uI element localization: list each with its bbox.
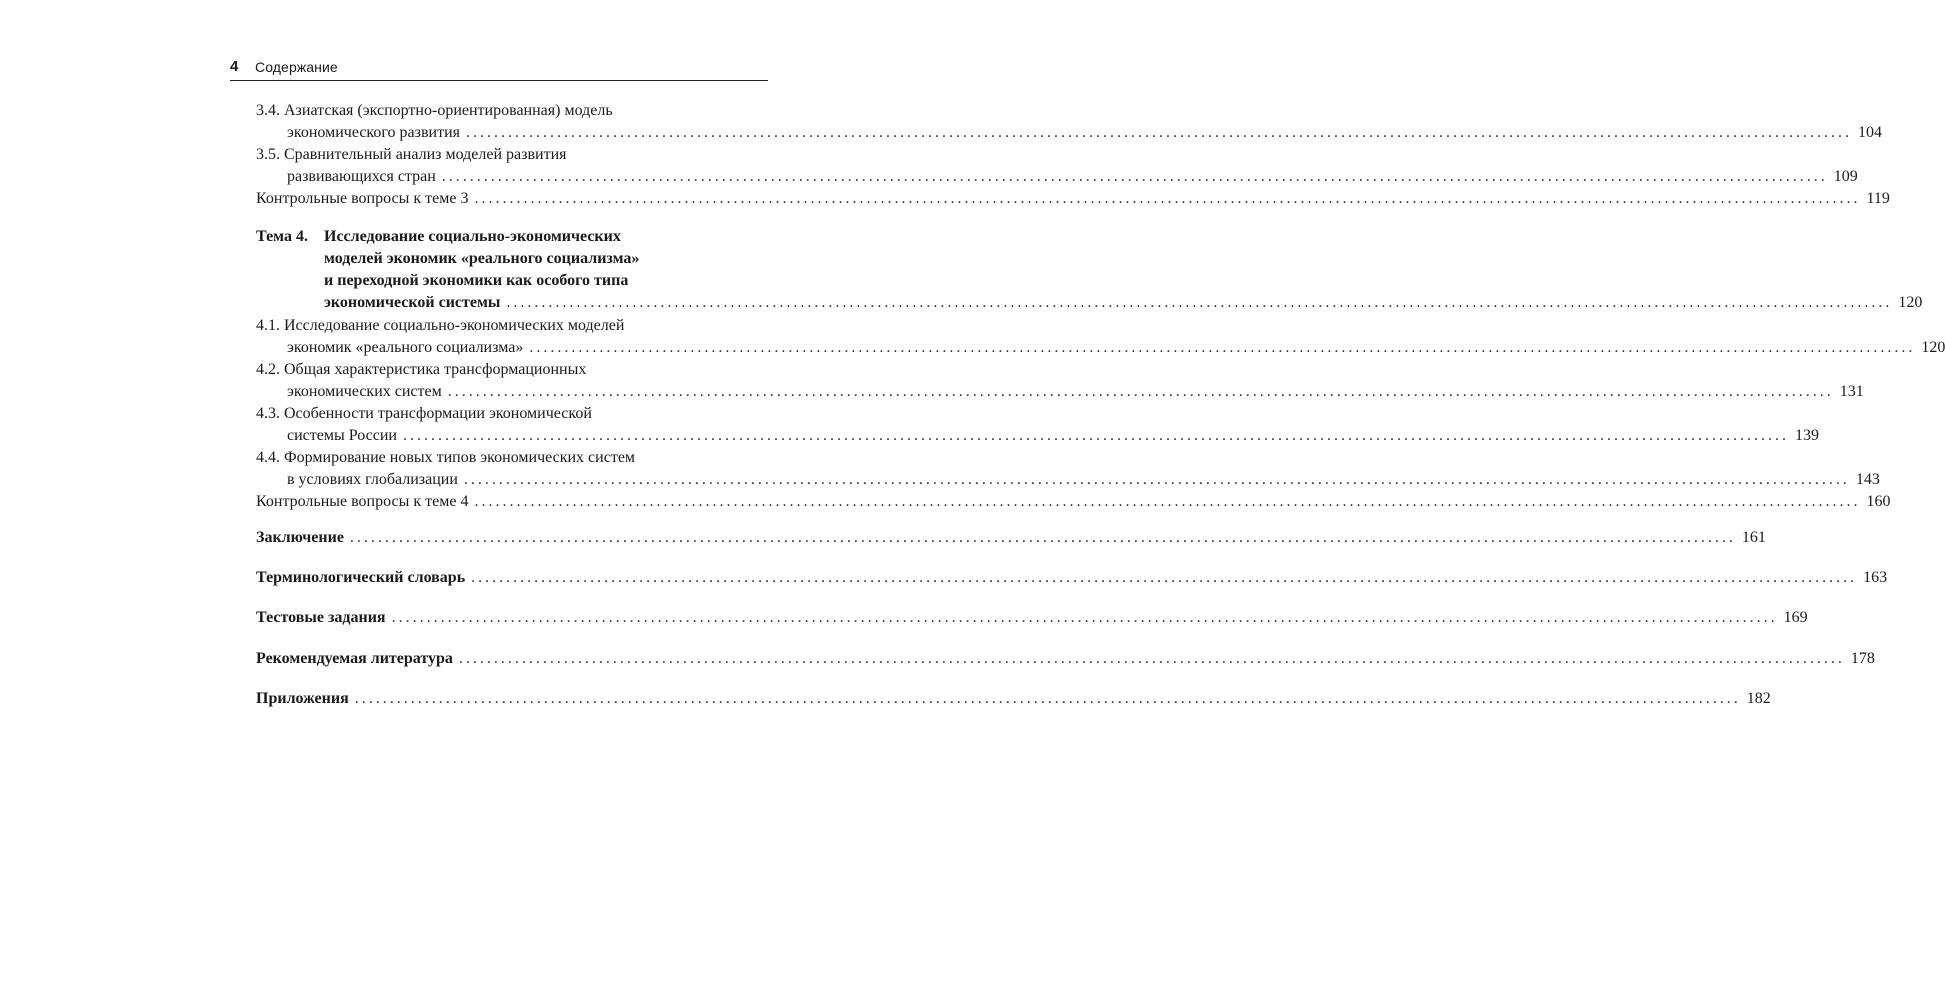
toc-entry-conclusion[interactable] [256,527,1766,549]
page-ref: 163 [1863,569,1888,586]
page-ref: 143 [1855,471,1880,488]
toc-entry-line: системы России ...................................................................................................................................................................................................... 139 [256,425,768,447]
dot-leader: ...................................................................................................................................................................................................... [402,427,1789,444]
page-ref: 178 [1850,650,1875,667]
dot-leader: ...................................................................................................................................................................................................... [474,493,1861,510]
dot-leader: ...................................................................................................................................................................................................... [458,650,1845,667]
page-ref: 120 [1898,294,1923,311]
toc-entry-literature[interactable] [256,648,1875,670]
page-header [230,56,768,81]
toc-entry-questions-3[interactable] [256,188,1890,210]
dot-leader: ...................................................................................................................................................................................................... [474,190,1861,207]
toc-entry-line: в условиях глобализации ...................................................................................................................................................................................................... 143 [256,469,768,491]
toc-entry-line: 4.2. Общая характеристика трансформационных [256,361,587,378]
toc-entry-line: 3.5. Сравнительный анализ моделей развития [256,146,567,163]
toc-entry-glossary[interactable] [256,567,1888,589]
page-ref: 104 [1858,124,1882,141]
dot-leader: ...................................................................................................................................................................................................... [349,529,1736,546]
dot-leader: ...................................................................................................................................................................................................... [466,124,1852,141]
dot-leader: ...................................................................................................................................................................................................... [354,690,1741,707]
toc-entry-line: экономических систем ...................................................................................................................................................................................................... 131 [256,381,768,403]
dot-leader: ...................................................................................................................................................................................................... [506,294,1893,311]
toc-entry-line: Рекомендуемая литература ...................................................................................................................................................................................................... 178 [256,648,768,670]
toc-entry-line: 4.4. Формирование новых типов экономических систем [256,449,636,466]
toc-entry-3-5[interactable] [256,144,1858,188]
page-ref: 161 [1741,529,1766,546]
toc-entry-line: Контрольные вопросы к теме 3 ...................................................................................................................................................................................................... 119 [256,188,768,210]
dot-leader: ...................................................................................................................................................................................................... [441,168,1828,185]
topic-label: Тема 4. [256,228,308,245]
toc-entry-questions-4[interactable] [256,491,1891,513]
toc-entry-tests[interactable] [256,607,1808,629]
page-ref: 139 [1794,427,1819,444]
toc-entry-line: экономической системы ...................................................................................................................................................................................................... 120 [256,292,768,314]
dot-leader: ...................................................................................................................................................................................................... [529,339,1916,356]
page-ref: 131 [1839,383,1864,400]
toc-entry-line: развивающихся стран ...................................................................................................................................................................................................... 109 [256,166,768,188]
toc-entry-line: Терминологический словарь ...................................................................................................................................................................................................... 163 [256,567,768,589]
dot-leader: ...................................................................................................................................................................................................... [447,383,1834,400]
toc-entry-line: Заключение ...................................................................................................................................................................................................... 161 [256,527,768,549]
running-head: Содержание [255,59,338,75]
toc-entry-line: экономического развития ...................................................................................................................................................................................................... 104 [256,122,768,144]
page-ref: 169 [1783,609,1808,626]
page-ref: 120 [1921,339,1945,356]
toc-entry-3-4[interactable] [256,100,1882,144]
toc-entry-topic-4[interactable] [256,226,1923,314]
toc-entry-4-2[interactable] [256,359,1864,403]
toc-entry-line: и переходной экономики как особого типа [324,272,629,289]
page-ref: 160 [1866,493,1891,510]
toc-entry-line: Приложения ...................................................................................................................................................................................................... 182 [256,688,768,710]
toc-entry-line: Контрольные вопросы к теме 4 ...................................................................................................................................................................................................... 160 [256,491,768,513]
toc-entry-line: 3.4. Азиатская (экспортно-ориентированная) модель [256,102,613,119]
toc-entry-line: Тестовые задания ...................................................................................................................................................................................................... 169 [256,607,768,629]
toc-entry-line: 4.1. Исследование социально-экономических моделей [256,317,625,334]
toc-entry-line: экономик «реального социализма» ...................................................................................................................................................................................................... 120 [256,337,768,359]
dot-leader: ...................................................................................................................................................................................................... [391,609,1778,626]
toc-entry-4-3[interactable] [256,403,1819,447]
toc-entry-4-1[interactable] [256,315,1945,359]
toc-entry-4-4[interactable] [256,447,1880,491]
toc-entry-line: моделей экономик «реального социализма» [324,250,640,267]
toc-entry-line: Тема 4. Исследование социально-экономических [256,226,768,248]
toc-entry-appendices[interactable] [256,688,1771,710]
page-ref: 182 [1746,690,1771,707]
dot-leader: ...................................................................................................................................................................................................... [471,569,1858,586]
page-number: 4 [230,58,239,75]
page-ref: 119 [1866,190,1890,207]
dot-leader: ...................................................................................................................................................................................................... [463,471,1850,488]
page-ref: 109 [1833,168,1858,185]
toc-entry-line: 4.3. Особенности трансформации экономической [256,405,592,422]
